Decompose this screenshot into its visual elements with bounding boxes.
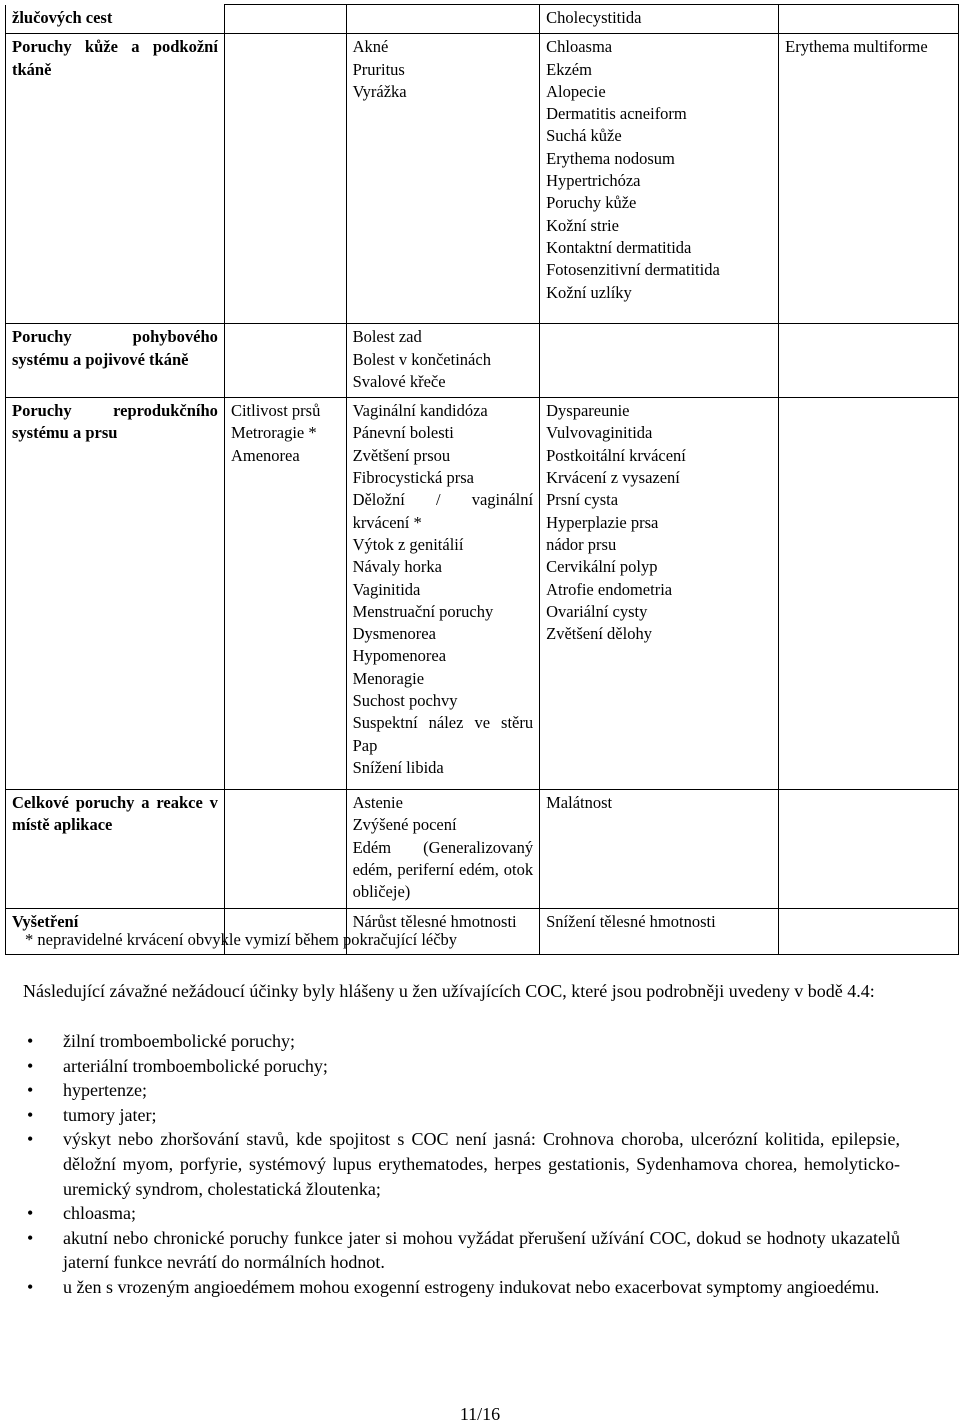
common-cell <box>224 790 346 908</box>
list-item-text: výskyt nebo zhoršování stavů, kde spojitost s COC není jasná: Crohnova choroba, ulcerózní kolitida, epilepsie, děložní myom, porfyrie, systémový lupus erythematodes, herpes gestationis, Sydenhamova chorea, hemolyticko-uremický syndrom, cholestatická žloutenka; <box>63 1129 900 1199</box>
common-cell <box>224 398 346 790</box>
organ-class-label: žlučových cest <box>12 7 113 27</box>
effect-item: Fotosenzitivní dermatitida <box>546 260 720 280</box>
rare-cell <box>540 398 779 790</box>
effect-item: Snížení libida <box>352 757 444 777</box>
organ-class-cell <box>6 790 225 908</box>
uncommon-cell <box>346 34 540 324</box>
bullet-icon: • <box>27 1080 34 1101</box>
effect-item: Malátnost <box>546 793 613 813</box>
organ-class-label: Vyšetření <box>12 911 79 931</box>
bullet-icon: • <box>27 1227 34 1248</box>
effect-item: Akné <box>352 37 389 57</box>
table-row <box>6 5 959 34</box>
uncommon-cell <box>346 790 540 908</box>
organ-class-label: Poruchy pohybového systému a pojivové tkáně <box>12 327 218 369</box>
list-item-text: akutní nebo chronické poruchy funkce jater si mohou vyžádat přerušení užívání COC, dokud se hodnoty ukazatelů jaterní funkce nevrátí do normálních hodnot. <box>63 1227 900 1273</box>
effect-item: Bolest v končetinách <box>352 349 491 369</box>
very-rare-cell <box>779 324 959 398</box>
effect-item: Pruritus <box>352 59 405 79</box>
uncommon-cell <box>346 5 540 34</box>
effect-item: Amenorea <box>230 445 300 465</box>
bullet-icon: • <box>27 1276 34 1297</box>
effect-item: Atrofie endometria <box>546 579 673 599</box>
very-rare-cell <box>779 34 959 324</box>
list-item <box>23 1029 900 1054</box>
uncommon-cell <box>346 324 540 398</box>
effect-item: Zvýšené pocení <box>352 815 457 835</box>
list-item <box>23 1103 900 1128</box>
list-item <box>23 1078 900 1103</box>
rare-cell <box>540 790 779 908</box>
table-row <box>6 324 959 398</box>
organ-class-cell <box>6 34 225 324</box>
rare-cell <box>540 34 779 324</box>
effect-item: Erythema nodosum <box>546 148 675 168</box>
effect-item: Snížení tělesné hmotnosti <box>546 911 716 931</box>
organ-class-label: Celkové poruchy a reakce v místě aplikace <box>12 793 218 835</box>
list-item-text: u žen s vrozeným angioedémem mohou exogenní estrogeny indukovat nebo exacerbovat symptomy angioedému. <box>63 1276 880 1297</box>
adverse-effects-table <box>5 4 959 955</box>
page-number: 11/16 <box>459 1404 501 1424</box>
effect-item: Dysmenorea <box>352 624 436 644</box>
effect-item: Poruchy kůže <box>546 193 637 213</box>
effect-item: Krvácení z vysazení <box>546 468 680 488</box>
effect-item: Ovariální cysty <box>546 601 648 621</box>
effect-item: Ekzém <box>546 59 592 79</box>
effect-item: Kožní strie <box>546 215 619 235</box>
very-rare-cell <box>779 5 959 34</box>
effect-item: Vaginitida <box>352 579 421 599</box>
effect-item: Prsní cysta <box>546 490 619 510</box>
effect-item: Chloasma <box>546 37 613 57</box>
effect-item: Postkoitální krvácení <box>546 445 686 465</box>
effect-item: Menoragie <box>352 668 425 688</box>
common-cell <box>224 34 346 324</box>
effect-item: Citlivost prsů <box>230 401 321 421</box>
bullet-icon: • <box>27 1031 34 1051</box>
list-item <box>23 1127 900 1201</box>
table-row <box>6 790 959 908</box>
organ-class-cell <box>6 5 225 34</box>
effect-item: Astenie <box>352 793 403 813</box>
effect-item: Nárůst tělesné hmotnosti <box>352 911 517 931</box>
serious-effects-paragraph: Následující závažné nežádoucí účinky byly hlášeny u žen užívajících COC, které jsou podrobněji uvedeny v bodě 4.4: <box>23 981 875 1001</box>
effect-item: Suspektní nález ve stěru Pap <box>352 713 534 755</box>
organ-class-label: Poruchy reprodukčního systému a prsu <box>12 401 218 443</box>
effect-item: Erythema multiforme <box>785 37 928 57</box>
effect-item: Hyperplazie prsa <box>546 512 659 532</box>
bullet-icon: • <box>27 1104 34 1125</box>
very-rare-cell <box>779 908 959 954</box>
rare-cell <box>540 5 779 34</box>
list-item-text: hypertenze; <box>63 1080 147 1101</box>
rare-cell <box>540 908 779 954</box>
effect-item: Vyrážka <box>352 81 407 101</box>
list-item <box>23 1054 900 1079</box>
uncommon-cell <box>346 398 540 790</box>
effect-item: Cholecystitida <box>546 8 642 27</box>
bullet-icon: • <box>27 1203 34 1224</box>
effect-item: Vulvovaginitida <box>546 423 653 443</box>
table-footnote: * nepravidelné krvácení obvykle vymizí během pokračující léčby <box>25 930 458 949</box>
list-item-text: arteriální tromboembolické poruchy; <box>63 1055 328 1076</box>
effect-item: Menstruační poruchy <box>352 601 494 621</box>
effect-item: Dermatitis acneiform <box>546 104 687 124</box>
organ-class-label: Poruchy kůže a podkožní tkáně <box>12 37 218 79</box>
list-item-text: tumory jater; <box>63 1104 157 1125</box>
effect-item: Fibrocystická prsa <box>352 468 474 488</box>
effect-item: Výtok z genitálií <box>352 534 464 554</box>
effect-item: Cervikální polyp <box>546 557 658 577</box>
effect-item: Edém (Generalizovaný edém, periferní edém, otok obličeje) <box>352 837 534 902</box>
organ-class-cell <box>6 398 225 790</box>
effect-item: Kontaktní dermatitida <box>546 237 692 257</box>
effect-item: Děložní / vaginální krvácení * <box>352 490 534 532</box>
effect-item: Suchost pochvy <box>352 691 458 711</box>
very-rare-cell <box>779 398 959 790</box>
common-cell <box>224 324 346 398</box>
effect-item: Hypertrichóza <box>546 171 641 191</box>
effect-item: nádor prsu <box>546 534 617 554</box>
effect-item: Zvětšení prsou <box>352 445 451 465</box>
effect-item: Suchá kůže <box>546 126 622 146</box>
table-row <box>6 398 959 790</box>
list-item <box>23 1275 900 1300</box>
effect-item: Metroragie * <box>230 423 317 443</box>
effect-item: Svalové křeče <box>352 371 446 391</box>
effect-item: Návaly horka <box>352 557 442 577</box>
effect-item: Alopecie <box>546 81 606 101</box>
list-item-text: chloasma; <box>63 1203 136 1224</box>
very-rare-cell <box>779 790 959 908</box>
list-item-text: žilní tromboembolické poruchy; <box>63 1031 295 1051</box>
bullet-icon: • <box>27 1129 34 1150</box>
effect-item: Dyspareunie <box>546 401 630 421</box>
bullet-icon: • <box>27 1055 34 1076</box>
table-row <box>6 34 959 324</box>
effect-item: Vaginální kandidóza <box>352 401 488 421</box>
list-item <box>23 1201 900 1226</box>
effect-item: Zvětšení dělohy <box>546 624 652 644</box>
serious-effects-list <box>23 1029 900 1300</box>
list-item <box>23 1226 900 1275</box>
effect-item: Pánevní bolesti <box>352 423 454 443</box>
effect-item: Kožní uzlíky <box>546 282 632 302</box>
adverse-effects-table-body <box>6 5 959 955</box>
effect-item: Hypomenorea <box>352 646 447 666</box>
rare-cell <box>540 324 779 398</box>
common-cell <box>224 5 346 34</box>
effect-item: Bolest zad <box>352 327 422 347</box>
organ-class-cell <box>6 324 225 398</box>
